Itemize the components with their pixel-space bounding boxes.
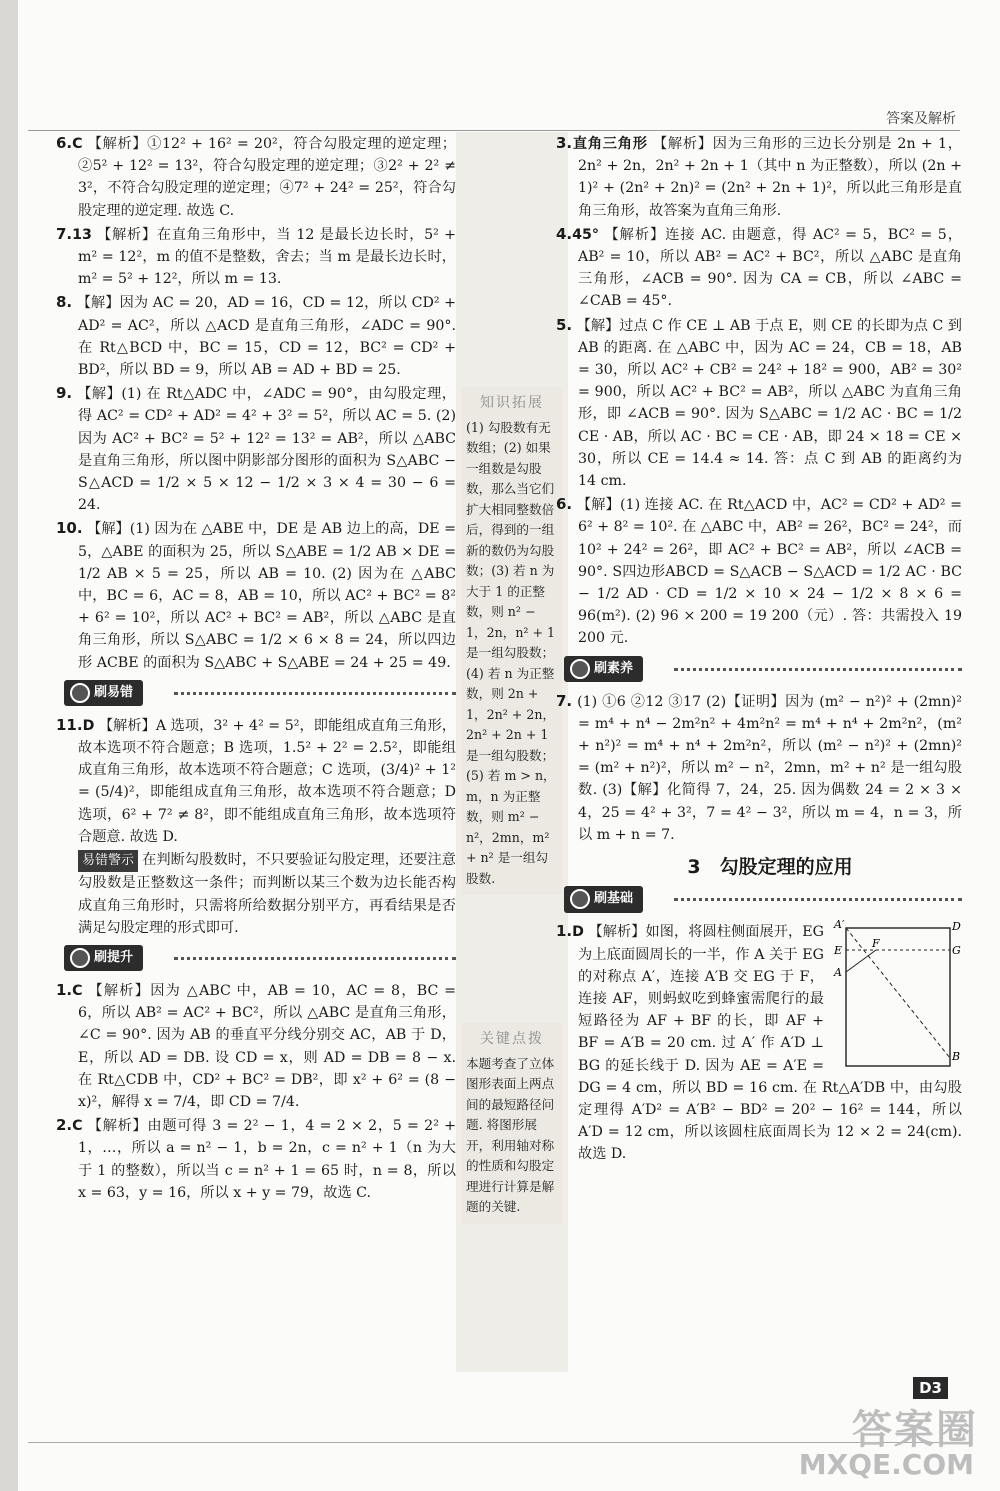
warning-note: [78, 849, 456, 939]
answer-item: [556, 132, 962, 222]
dotted-divider: [674, 898, 962, 901]
key-point-box: [462, 1023, 562, 1224]
header-title: 答案及解析: [886, 111, 956, 127]
item-text: 【解析】因为 △ABC 中，AB = 10，AC = 8，BC = 6，所以 AB² = AC² + BC²，所以 △ABC 是直角三角形，∠C = 90°. 因为 AB 的垂直平分线分别交 AC，AB 于 D，E，所以 AD = DB. 设 CD = x，则 AD = DB = 8 − x. 在 Rt△CDB 中，CD² + BC² = DB²，即 x² + 6² = (8 − x)²，解得 x = 7/4，即 CD = 7/4.: [78, 982, 456, 1110]
answer-item: [56, 132, 456, 222]
knowledge-box-text: (1) 勾股数有无数组；(2) 如果一组数是勾股数，那么当它们扩大相同整数倍后，得到的一组新的数仍为勾股数；(3) 若 n 为大于 1 的正整数，则 n² − 1，2n，n² + 1 是一组勾股数；(4) 若 n 为正整数，则 2n + 1，2n² + 2n，2n² + 2n + 1 是一组勾股数；(5) 若 m > n，m，n 为正整数，则 m² − n²，2mn，m² + n² 是一组勾股数.: [466, 419, 556, 886]
item-number: 7.: [56, 224, 73, 243]
section-label: 刷基础: [564, 886, 643, 912]
dotted-divider: [674, 668, 962, 671]
item-text: 【解析】如图，将圆柱侧面展开，EG 为上底面圆周长的一半，作 A 关于 EG 的对称点 A′，连接 A′B 交 EG 于 F，连接 AF，则蚂蚁吃到蜂蜜需爬行的最短路径为 AF + BF 的长，即 AF + BF = A′B = 20 cm. 过 A′ 作 A′D ⊥ BG 的延长线于 D. 因为 AE = A′E = DG = 4 cm，所以 BD = 16 cm. 在 Rt△A′DB 中，由勾股定理得 A′D² = A′B² − BD² = 20² − 16² = 144，所以 A′D = 12 cm，所以该圆柱底面周长为 12 × 2 = 24(cm). 故选 D.: [578, 924, 962, 1163]
item-text: 【解析】①12² + 16² = 20²，符合勾股定理的逆定理；②5² + 12² = 13²，符合勾股定理的逆定理；③2² + 2² ≠ 3²，不符合勾股定理的逆定理；④7² + 24² = 25²，符合勾股定理的逆定理. 故选 C.: [78, 136, 456, 219]
answer-item: [556, 690, 962, 846]
middle-column: [462, 132, 562, 1224]
label-a-prime: A′: [834, 920, 845, 932]
knowledge-box: [462, 387, 562, 895]
item-number: 9.: [56, 384, 73, 403]
item-text: 【解】过点 C 作 CE ⊥ AB 于点 E，则 CE 的长即为点 C 到 AB 的距离. 在 △ABC 中，因为 AC = 24，CB = 18，AB = 30，所以 AC² + CB² = 24² + 18² = 900，AB² = 30² = 900，所以 AC² + BC² = AB²，所以 △ABC 为直角三角形，即 ∠ACB = 90°. 因为 S△ABC = 1/2 AC · BC = 1/2 CE · AB，所以 AC · BC = CE · AB，即 24 × 18 = CE × 30，所以 CE = 14.4 ≈ 14. 答：点 C 到 AB 的距离约为 14 cm.: [576, 317, 962, 490]
page-header: [28, 108, 960, 131]
answer-item: [56, 979, 456, 1113]
page-number: D3: [913, 1377, 948, 1399]
item-text: 【解析】在直角三角形中，当 12 是最长边长时，5² + m² = 12²，m 的值不是整数，舍去；当 m 是最长边长时，m² = 5² + 12²，所以 m = 13.: [78, 226, 456, 288]
footer-divider: [28, 1442, 960, 1443]
item-text: 【解】因为 AC = 20，AD = 16，CD = 12，所以 CD² + AD² = AC²，所以 △ACD 是直角三角形，∠ADC = 90°. 在 Rt△BCD 中，BC = 15，CD = 12，BC² = CD² + BD²，所以 BD = 9，所以 AB = AD + BD = 25.: [76, 295, 457, 379]
item-text: 【解】(1) 因为在 △ABE 中，DE 是 AB 边上的高，DE = 5，△ABE 的面积为 25，所以 S△ABE = 1/2 AB × DE = 1/2 AB × 5 = 25，所以 AB = 10. (2) 因为在 △ABC 中，BC = 6，AC = 8，AB = 10，所以 AC² + BC² = 8² + 6² = 10²，所以 AC² + BC² = AB²，所以 △ABC 是直角三角形，所以 S△ABC = 1/2 × 6 × 8 = 24，所以四边形 ACBE 的面积为 S△ABC + S△ABE = 24 + 25 = 49.: [78, 521, 456, 671]
cylinder-unfold-figure: [832, 920, 962, 1075]
knowledge-box-title: 知识拓展: [480, 395, 544, 411]
answer-item: [556, 493, 963, 649]
figure-line-ab: [846, 928, 950, 1058]
item-text: 【解析】因为三角形的三边长分别是 2n + 1，2n² + 2n，2n² + 2n + 1（其中 n 为正整数），所以 (2n + 1)² + (2n² + 2n)² = (2n² + 2n + 1)²，所以此三角形是直角三角形，故答案为直角三角形.: [578, 136, 962, 219]
item-text: 【解析】由题可得 3 = 2² − 1，4 = 2 × 2，5 = 2² + 1，…，所以 a = n² − 1，b = 2n，c = n² + 1（n 为大于 1 的整数），所以当 c = n² + 1 = 65 时，n = 8，所以 x = 63，y = 16，所以 x + y = 79，故选 C.: [78, 1118, 456, 1201]
item-number: 2.: [56, 1116, 73, 1135]
key-point-box-title: 关键点拨: [480, 1031, 544, 1047]
item-text: 【解析】A 选项，3² + 4² = 5²，即能组成直角三角形，故本选项不符合题意；B 选项，1.5² + 2² = 2.5²，即能组成直角三角形，故本选项不符合题意；C 选项，(3/4)² + 1² = (5/4)²，即能组成直角三角形，故本选项不符合题意；D 选项，6² + 7² ≠ 8²，即不能组成直角三角形，故本选项符合题意. 故选 D.: [78, 717, 456, 845]
item-number: 7.: [556, 691, 573, 710]
section-label: 刷易错: [64, 680, 143, 706]
item-number: 6.: [56, 134, 73, 152]
answer-item: [56, 291, 457, 381]
item-answer: D: [82, 717, 95, 734]
dotted-divider: [174, 692, 456, 695]
item-number: 4.: [556, 224, 573, 243]
answer-item: [56, 223, 456, 291]
dotted-divider: [174, 957, 456, 960]
page-edge: [0, 0, 18, 1491]
item-text: 【解析】连接 AC. 由题意，得 AC² = 5，BC² = 5，AB² = 10，所以 AB² = AC² + BC²，所以 △ABC 是直角三角形，∠ACB = 90°. 因为 CA = CB，所以 ∠ABC = ∠CAB = 45°.: [578, 226, 962, 310]
section-bar-shua-ji-chu: [564, 886, 962, 912]
item-answer: 45°: [572, 226, 599, 243]
key-point-box-text: 本题考查了立体图形表面上两点间的最短路径问题. 将图形展开，利用轴对称的性质和勾股定理进行计算是解题的关键.: [466, 1055, 555, 1214]
answer-item: [556, 223, 962, 313]
item-text: (1) ①6 ②12 ③17 (2)【证明】因为 (m² − n²)² + (2mn)² = m⁴ + n⁴ − 2m²n² + 4m²n² = m⁴ + n⁴ + 2m²n²，(m² + n²)² = m⁴ + n⁴ + 2m²n²，所以 (m² − n²)² + (2mn)² = (m² + n²)²，所以 m² − n²，2mn，m² + n² 是一组勾股数. (3)【解】化简得 7，24，25. 因为偶数 24 = 2 × 3 × 4，25 = 4² + 3²，7 = 4² − 3²，所以 m = 4，n = 3，所以 m + n = 7.: [577, 693, 962, 843]
item-number: 3.: [556, 134, 573, 152]
label-d: D: [952, 920, 961, 934]
answer-item: [56, 1114, 456, 1204]
item-number: 1.: [556, 922, 573, 941]
answer-item: [56, 382, 456, 516]
answer-item: [56, 714, 456, 848]
item-text: 【解】(1) 连接 AC. 在 Rt△ACD 中，AC² = CD² + AD² = 6² + 8² = 10². 在 △ABC 中，AB² = 26²，BC² = 24²，而 10² + 24² = 26²，即 AC² + BC² = AB²，所以 ∠ACB = 90°. S四边形ABCD = S△ACB − S△ACD = 1/2 AC · BC − 1/2 AD · CD = 1/2 × 10 × 24 − 1/2 × 8 × 6 = 96(m²). (2) 96 × 200 = 19 200（元）. 答：共需投入 19 200 元.: [576, 497, 963, 647]
item-answer: C: [72, 1118, 83, 1135]
answer-item: [56, 517, 456, 673]
label-f: F: [872, 937, 880, 951]
section-bar-shua-su-yang: [564, 656, 962, 682]
left-column: [56, 132, 457, 1205]
item-answer: C: [72, 982, 83, 999]
warning-label: 易错警示: [78, 850, 138, 872]
section-bar-shua-ti-sheng: [64, 945, 456, 971]
item-answer: 直角三角形: [572, 136, 648, 152]
right-column: [556, 132, 963, 1167]
chapter-title: 3 勾股定理的应用: [687, 856, 853, 879]
section-label: 刷提升: [64, 945, 143, 971]
item-number: 5.: [556, 315, 573, 334]
item-number: 10.: [56, 519, 83, 538]
warning-text: 在判断勾股数时，不只要验证勾股定理，还要注意勾股数是正整数这一条件；而判断以某三个数为边长能否构成直角三角形时，只需将所给数据分别平方，再看结果是否满足勾股定理的形式即可.: [78, 852, 456, 936]
item-number: 11.: [56, 715, 83, 734]
label-b: B: [952, 1050, 961, 1064]
watermark-url: MXQE.COM: [798, 1448, 974, 1481]
watermark-logo: 答案圈: [852, 1407, 978, 1453]
label-g: G: [952, 944, 961, 958]
item-number: 8.: [56, 293, 73, 312]
section-label: 刷素养: [564, 656, 643, 682]
label-e: E: [834, 944, 843, 958]
label-a: A: [834, 966, 842, 980]
item-number: 6.: [556, 495, 573, 514]
figure-rect: [846, 928, 950, 1066]
item-answer: C: [72, 136, 83, 152]
item-text: 【解】(1) 在 Rt△ADC 中，∠ADC = 90°，由勾股定理，得 AC² = CD² + AD² = 4² + 3² = 5²，所以 AC = 5. (2) 因为 AC² + BC² = 5² + 12² = 13² = AB²，所以 △ABC 是直角三角形，所以图中阴影部分图形的面积为 S△ABC − S△ACD = 1/2 × 5 × 12 − 1/2 × 3 × 4 = 30 − 6 = 24.: [77, 386, 456, 514]
item-answer: 13: [72, 226, 92, 243]
figure-line-af: [846, 950, 876, 972]
item-number: 1.: [56, 980, 73, 999]
answer-item: [556, 314, 962, 493]
item-answer: D: [572, 924, 584, 941]
section-bar-shua-yi-cuo: [64, 680, 456, 706]
